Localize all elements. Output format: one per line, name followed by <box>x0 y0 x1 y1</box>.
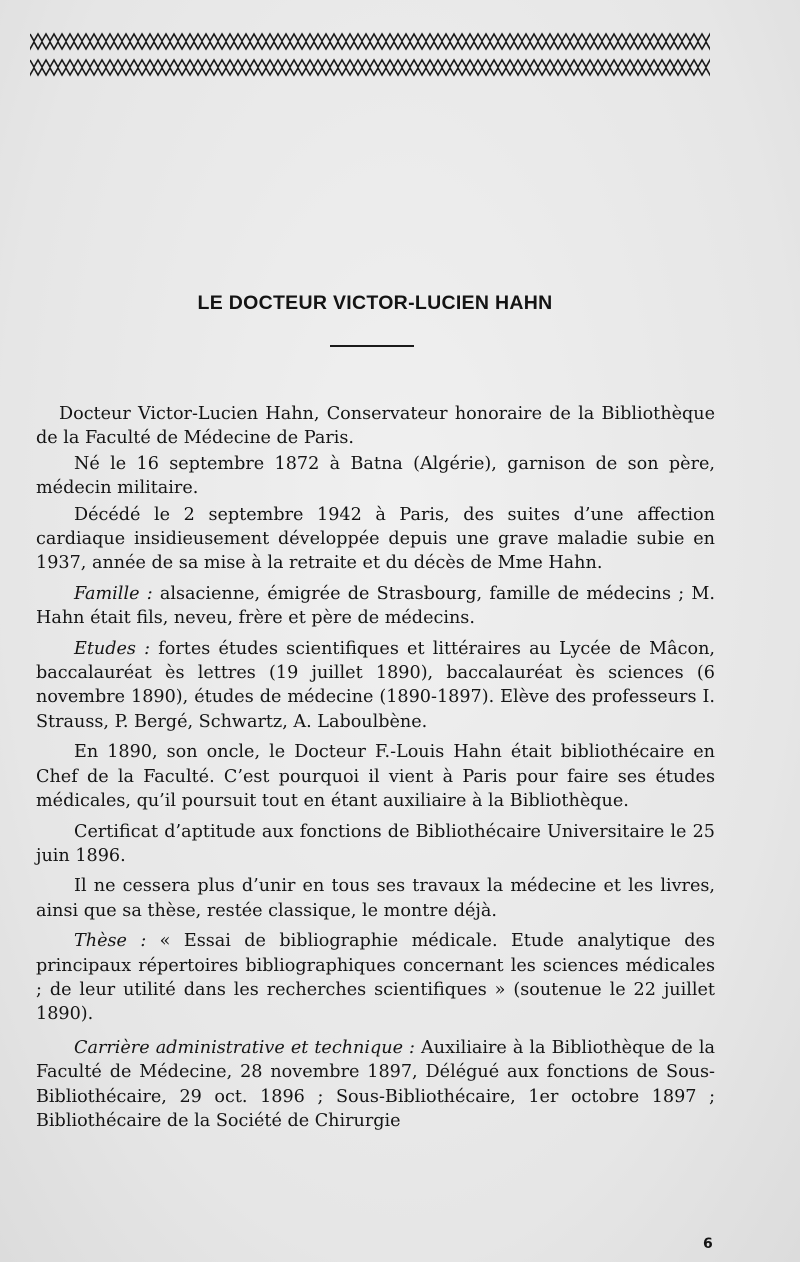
paragraph-carriere: Carrière administrative et technique : Auxiliaire à la Bibliothèque de la Faculté de Médecine, 28 novembre 1897, Délégué aux fonctions de Sous-Bibliothécaire, 29 oct. 1896 ; Sous-Bibliothécaire, 1er octobre 1897 ; Bibliothécaire de la Société de Chirurgie <box>36 1037 715 1131</box>
page-title: LE DOCTEUR VICTOR-LUCIEN HAHN <box>197 292 553 314</box>
title-divider <box>330 345 414 347</box>
body-text <box>36 402 715 1135</box>
paragraph-oncle: En 1890, son oncle, le Docteur F.-Louis Hahn était bibliothécaire en Chef de la Faculté. C’est pourquoi il vient à Paris pour faire ses études médicales, qu’il poursuit tout en étant auxiliaire à la Bibliothèque. <box>36 742 715 812</box>
paragraph-travaux: Il ne cessera plus d’unir en tous ses travaux la médecine et les livres, ainsi que sa thèse, restée classique, le montre déjà. <box>36 876 715 921</box>
paragraph-these: Thèse : « Essai de bibliographie médicale. Etude analytique des principaux répertoires bibliographiques concernant les sciences médicales ; de leur utilité dans les recherches scientifiques » (soutenue le 22 juillet 1890). <box>36 931 715 1025</box>
paragraph-etudes: Etudes : fortes études scientifiques et littéraires au Lycée de Mâcon, baccalauréat ès lettres (19 juillet 1890), baccalauréat ès sciences (6 novembre 1890), études de médecine (1890-1897). Elève des professeurs I. Strauss, P. Bergé, Schwartz, A. Laboulbène. <box>36 638 715 732</box>
paragraph-3: Décédé le 2 septembre 1942 à Paris, des suites d’une affection cardiaque insidieusement développée depuis une grave maladie subie en 1937, année de sa mise à la retraite et du décès de Mme Hahn. <box>36 504 715 574</box>
paragraph-certificat: Certificat d’aptitude aux fonctions de Bibliothécaire Universitaire le 25 juin 1896. <box>36 821 715 866</box>
paragraph-1: Docteur Victor-Lucien Hahn, Conservateur honoraire de la Bibliothèque de la Faculté de Médecine de Paris. <box>36 404 715 449</box>
paragraph-2: Né le 16 septembre 1872 à Batna (Algérie), garnison de son père, médecin militaire. <box>36 453 715 499</box>
decorative-border <box>30 32 710 78</box>
paragraph-famille: Famille : alsacienne, émigrée de Strasbourg, famille de médecins ; M. Hahn était fils, neveu, frère et père de médecins. <box>36 583 716 629</box>
page-number: 6 <box>703 1236 713 1252</box>
